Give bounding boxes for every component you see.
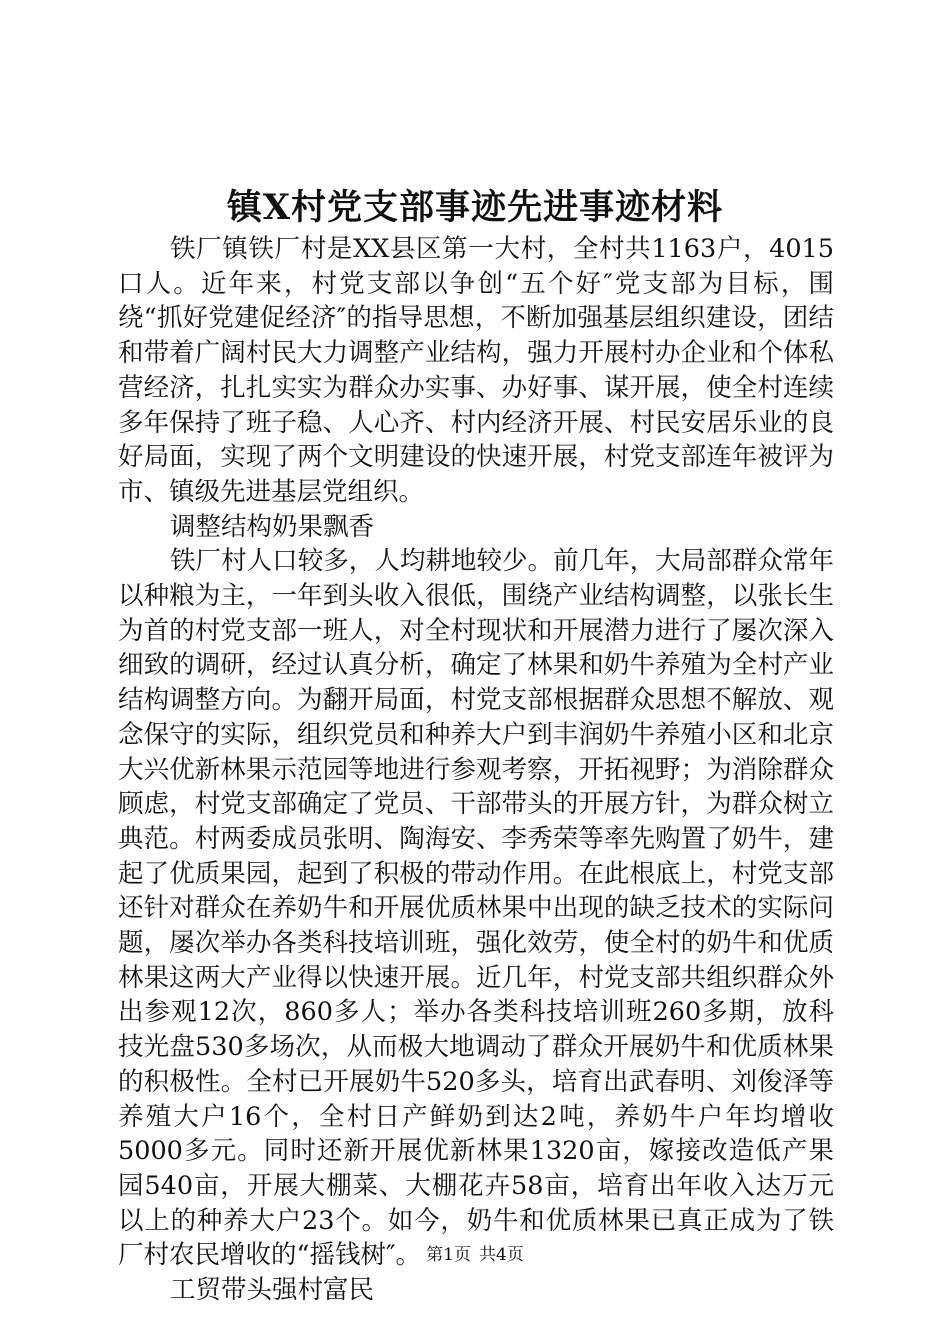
document-title: 镇X村党支部事迹先进事迹材料 — [226, 187, 724, 228]
intro-paragraph: 铁厂镇铁厂村是XX县区第一大村，全村共1163户，4015口人。近年来，村党支部以争创“五个好″党支部为目标，围绕“抓好党建促经济″的指导思想，不断加强基层组织建设，团结和带着广阔村民大力调整产业结构，强力开展村办企业和个体私营经济，扎扎实实为群众办实事、办好事、谋开展，使全村连续多年保持了班子稳、人心齐、村内经济开展、村民安居乐业的良好局面，实现了两个文明建设的快速开展，村党支部连年被评为市、镇级先进基层党组织。 — [118, 234, 834, 507]
page-total: 共4页 — [479, 1245, 524, 1265]
section-heading-industry: 工贸带头强村富民 — [170, 1275, 375, 1306]
structure-paragraph: 铁厂村人口较多，人均耕地较少。前几年，大局部群众常年以种粮为主，一年到头收入很低，围绕产业结构调整，以张长生为首的村党支部一班人，对全村现状和开展潜力进行了屡次深入细致的调研，经过认真分析，确定了林果和奶牛养殖为全村产业结构调整方向。为翻开局面，村党支部根据群众思想不解放、观念保守的实际，组织党员和种养大户到丰润奶牛养殖小区和北京大兴优新林果示范园等地进行参观考察，开拓视野；为消除群众顾虑，村党支部确定了党员、干部带头的开展方针，为群众树立典范。村两委成员张明、陶海安、李秀荣等率先购置了奶牛，建起了优质果园，起到了积极的带动作用。在此根底上，村党支部还针对群众在养奶牛和开展优质林果中出现的缺乏技术的实际问题，屡次举办各类科技培训班，强化效劳，使全村的奶牛和优质林果这两大产业得以快速开展。近几年，村党支部共组织群众外出参观12次，860多人；举办各类科技培训班260多期，放科技光盘530多场次，从而极大地调动了群众开展奶牛和优质林果的积极性。全村已开展奶牛520多头，培育出武春明、刘俊泽等养殖大户16个，全村日产鲜奶到达2吨，养奶牛户年均增收5000多元。同时还新开展优新林果1320亩，嫁接改造低产果园540亩，开展大棚菜、大棚花卉58亩，培育出年收入达万元以上的种养大户23个。如今，奶牛和优质林果已真正成为了铁厂村农民增收的“摇钱树″。 — [118, 546, 834, 1271]
document-body — [118, 232, 834, 1308]
page-number: 第1页 — [426, 1245, 471, 1265]
page-footer — [0, 1244, 950, 1266]
section-heading-structure: 调整结构奶果飘香 — [170, 511, 375, 542]
